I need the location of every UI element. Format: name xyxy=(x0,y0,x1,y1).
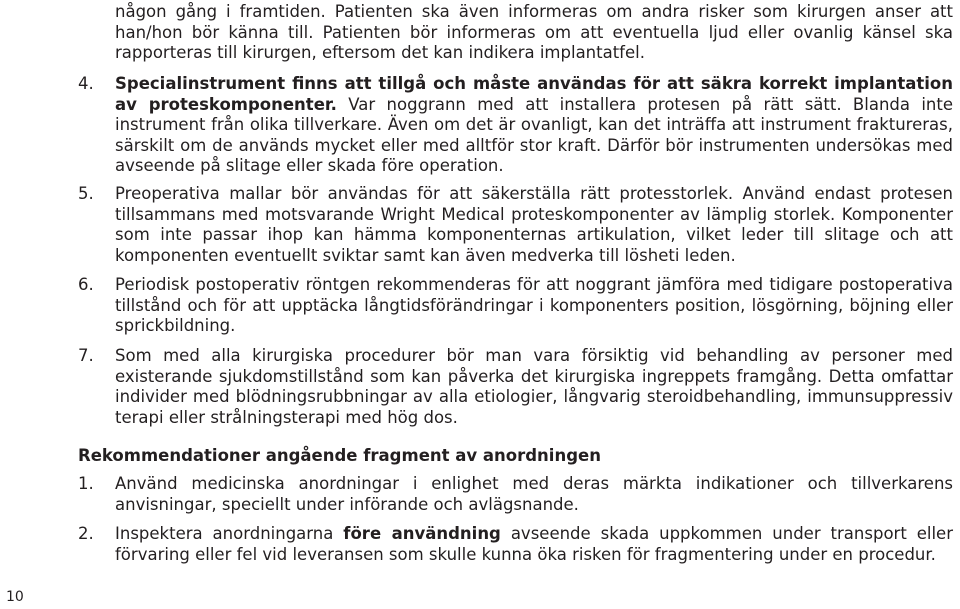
list-item-text: Inspektera anordningarna xyxy=(115,524,344,543)
section-heading: Rekommendationer angående fragment av anordningen xyxy=(78,446,601,465)
list-item: Preoperativa mallar bör användas för att säkerställa rätt protesstorlek. Använd endast protesen tillsammans med motsvarande Wright Medical proteskomponenter av lämplig storlek. Komponenter som inte passar ihop kan hämma komponenternas artikulation, vilket leder till slitage och att komponenten eventuellt sviktar samt kan även medverka till lösheti leden. xyxy=(115,184,953,265)
list-item-number: 5. xyxy=(78,184,94,203)
list-item-number: 1. xyxy=(78,474,94,493)
list-item-number: 6. xyxy=(78,275,94,294)
list-item xyxy=(115,524,953,565)
list-item-number: 4. xyxy=(78,74,94,93)
list-item-number: 2. xyxy=(78,524,94,543)
list-item: Periodisk postoperativ röntgen rekommenderas för att noggrant jämföra med tidigare postoperativa tillstånd och för att upptäcka långtidsförändringar i komponenters position, lösgörning, böjning eller sprickbildning. xyxy=(115,275,953,335)
list-item-text: Var noggrann med att installera protesen på rätt sätt. Blanda inte instrument från olika tillverkare. Även om det är ovanligt, kan det inträffa att instrument fraktureras, särskilt om de används mycket eller med alltför stor kraft. Därför bör instrumenten undersökas med avseende på slitage eller skada före operation. xyxy=(115,94,954,175)
list-item-bold-text: Specialinstrument finns att tillgå och måste användas för att säkra korrekt implantation av proteskomponenter. xyxy=(115,74,953,114)
list-item-number: 7. xyxy=(78,346,94,365)
intro-paragraph: någon gång i framtiden. Patienten ska även informeras om andra risker som kirurgen anser att han/hon bör känna till. Patienten bör informeras om att eventuella ljud eller ovanlig känsel ska rapporteras till kirurgen, eftersom det kan indikera implantatfel. xyxy=(115,2,953,62)
list-item-text: avseende skada uppkommen under transport eller förvaring eller fel vid leveransen som skulle kunna öka risken för fragmentering under en procedur. xyxy=(115,524,953,564)
list-item-bold-text: före användning xyxy=(343,524,501,543)
list-item xyxy=(115,74,953,177)
list-item: Som med alla kirurgiska procedurer bör man vara försiktig vid behandling av personer med existerande sjukdomstillstånd som kan påverka det kirurgiska ingreppets framgång. Detta omfattar individer med blödningsrubbningar av alla etiologier, långvarig steroidbehandling, immunsuppressiv terapi eller strålningsterapi med hög dos. xyxy=(115,346,953,427)
page-number: 10 xyxy=(6,589,24,605)
list-item: Använd medicinska anordningar i enlighet med deras märkta indikationer och tillverkarens anvisningar, speciellt under införande och avlägsnande. xyxy=(115,474,953,514)
